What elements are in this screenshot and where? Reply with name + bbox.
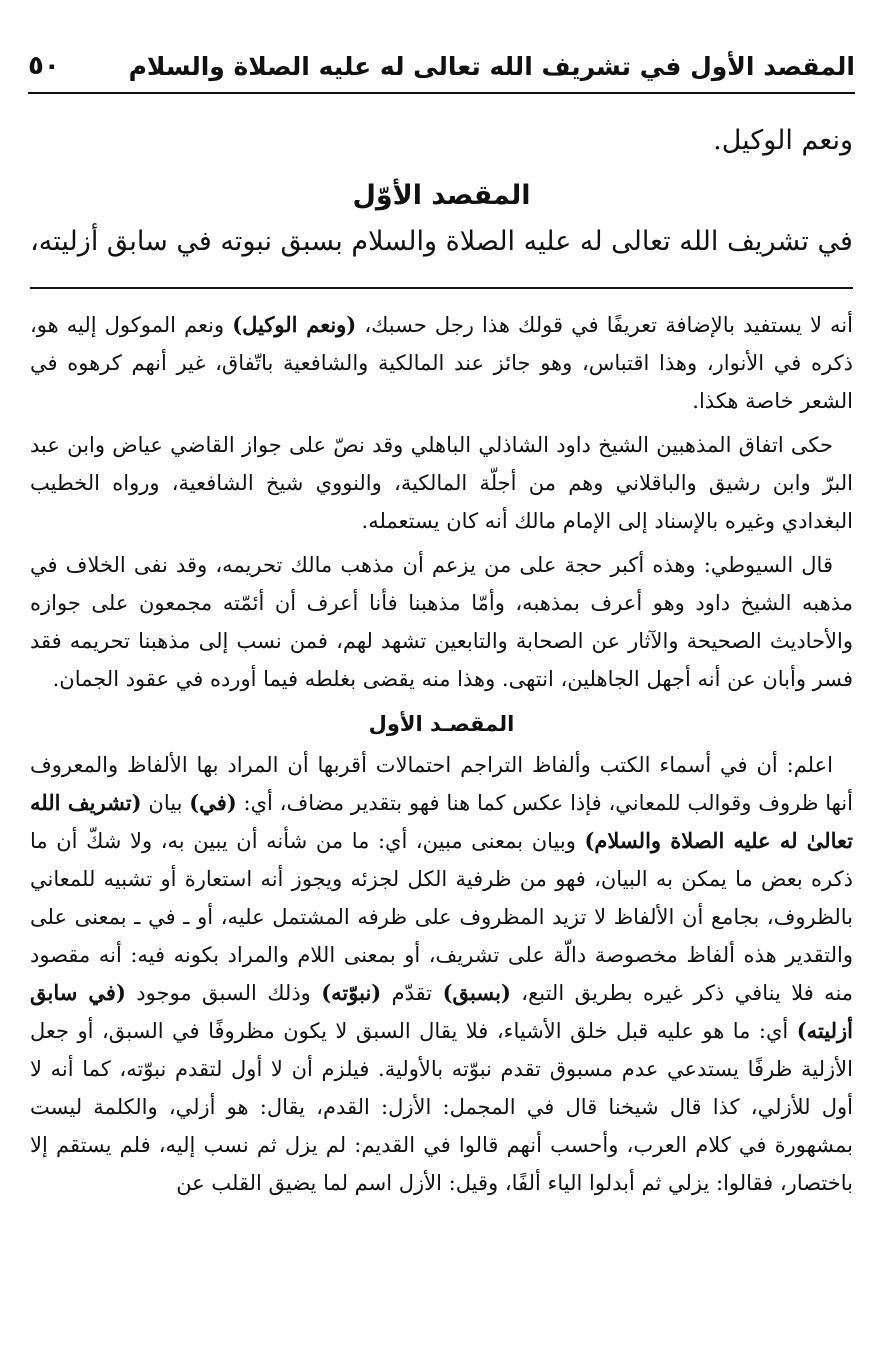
quoted-matn: (نبوّته)	[321, 980, 382, 1005]
paragraph-text: أنه لا يستفيد بالإضافة تعريفًا في قولك هذا رجل حسبك،	[356, 313, 853, 337]
quoted-matn: (ونعم الوكيل)	[232, 312, 357, 337]
commentary-paragraph-1	[30, 306, 853, 420]
paragraph-text: تقدّم	[381, 981, 443, 1005]
paragraph-text: وبيان بمعنى مبين، أي: ما من شأنه أن يبين به، ولا شكّ أن ما ذكره بعض ما يمكن به البيان، فهو من ظرفية الكل لجزئه ويجوز أنه استعارة أو تشبيه للمعاني بالظروف، بجامع أن الألفاظ لا تزيد المظروف على ظرفه المشتمل عليه، أو ـ في ـ بمعنى على والتقدير هذه ألفاظ مخصوصة دالّة على تشريف، أو بمعنى اللام والمراد بكونه فيه: أنه مقصود منه فلا ينافي ذكر غيره بطريق التبع،	[30, 829, 854, 1005]
running-header	[28, 40, 855, 94]
quoted-matn: (في)	[189, 790, 237, 815]
matn-text-block	[30, 118, 853, 264]
commentary-paragraph-4	[30, 746, 853, 1202]
quoted-matn: (بسبق)	[442, 980, 511, 1005]
matn-sharh-separator	[30, 287, 853, 289]
sharh-commentary	[30, 306, 853, 1208]
paragraph-text: وذلك السبق موجود	[125, 981, 322, 1005]
commentary-paragraph-2	[30, 426, 853, 540]
matn-closing-line: ونعم الوكيل.	[713, 125, 853, 156]
paragraph-text: بيان	[141, 791, 190, 815]
paragraph-text: ونعم الموكول إليه هو، ذكره في الأنوار، وهذا اقتباس، وهو جائز عند المالكية والشافعية باتّفاق، غير أنهم كرهوه في الشعر خاصة هكذا.	[30, 313, 853, 413]
matn-section-subtitle: في تشريف الله تعالى له عليه الصلاة والسلام بسبق نبوته في سابق أزليته،	[30, 226, 853, 257]
paragraph-text: اعلم: أن في أسماء الكتب وألفاظ التراجم احتمالات أقربها أن المراد بها الألفاظ والمعروف أنها ظروف وقوالب للمعاني، فإذا عكس كما هنا فهو بتقدير مضاف، أي:	[30, 753, 853, 815]
paragraph-text: قال السيوطي: وهذه أكبر حجة على من يزعم أن مذهب مالك تحريمه، وقد نفى الخلاف في مذهبه الشيخ داود وهو أعرف بمذهبه، وأمّا مذهبنا فأنا أعرف أن أئمّته مجمعون على جوازه والأحاديث الصحيحة والآثار عن الصحابة والتابعين تشهد لهم، فمن نسب إلى مذهبنا تحريمه فقد فسر وأبان عن أنه أجهل الجاهلين، انتهى. وهذا منه يقضى بغلطه فيما أورده في عقود الجمان.	[30, 553, 853, 691]
commentary-paragraph-3	[30, 546, 853, 698]
commentary-section-heading: المقصـد الأول	[368, 712, 515, 736]
running-title: المقصد الأول في تشريف الله تعالى له عليه الصلاة والسلام	[128, 51, 855, 81]
paragraph-text: حكى اتفاق المذهبين الشيخ داود الشاذلي الباهلي وقد نصّ على جواز القاضي عياض وابن عبد البرّ وابن رشيق والباقلاني وهم من أجلّة المالكية، والنووي شيخ الشافعية، ورواه الخطيب البغدادي وغيره بالإسناد إلى الإمام مالك أنه كان يستعمله.	[30, 433, 853, 533]
paragraph-text: أي: ما هو عليه قبل خلق الأشياء، فلا يقال السبق لا يكون مظروفًا في السبق، أو جعل الأزلية ظرفًا يستدعي عدم مسبوق تقدم نبوّته بالأولية. فيلزم أن لا أول لتقدم نبوّته، كما أنه لا أول للأزلي، كذا قال شيخنا قال في المجمل: الأزل: القدم، يقال: هو أزلي، والكلمة ليست بمشهورة في كلام العرب، وأحسب أنهم قالوا في القديم: لم يزل ثم نسب إليه، فلم يستقم إلا باختصار، فقالوا: يزلي ثم أبدلوا الياء ألفًا، وقيل: الأزل اسم لما يضيق القلب عن	[30, 1019, 853, 1195]
page-number: ٥٠	[28, 51, 60, 81]
matn-section-heading: المقصد الأوّل	[352, 180, 531, 211]
quoted-matn: (تشريف الله تعالىٰ له عليه الصلاة والسلام)	[30, 790, 853, 853]
quoted-matn: (في سابق أزليته)	[30, 980, 853, 1043]
